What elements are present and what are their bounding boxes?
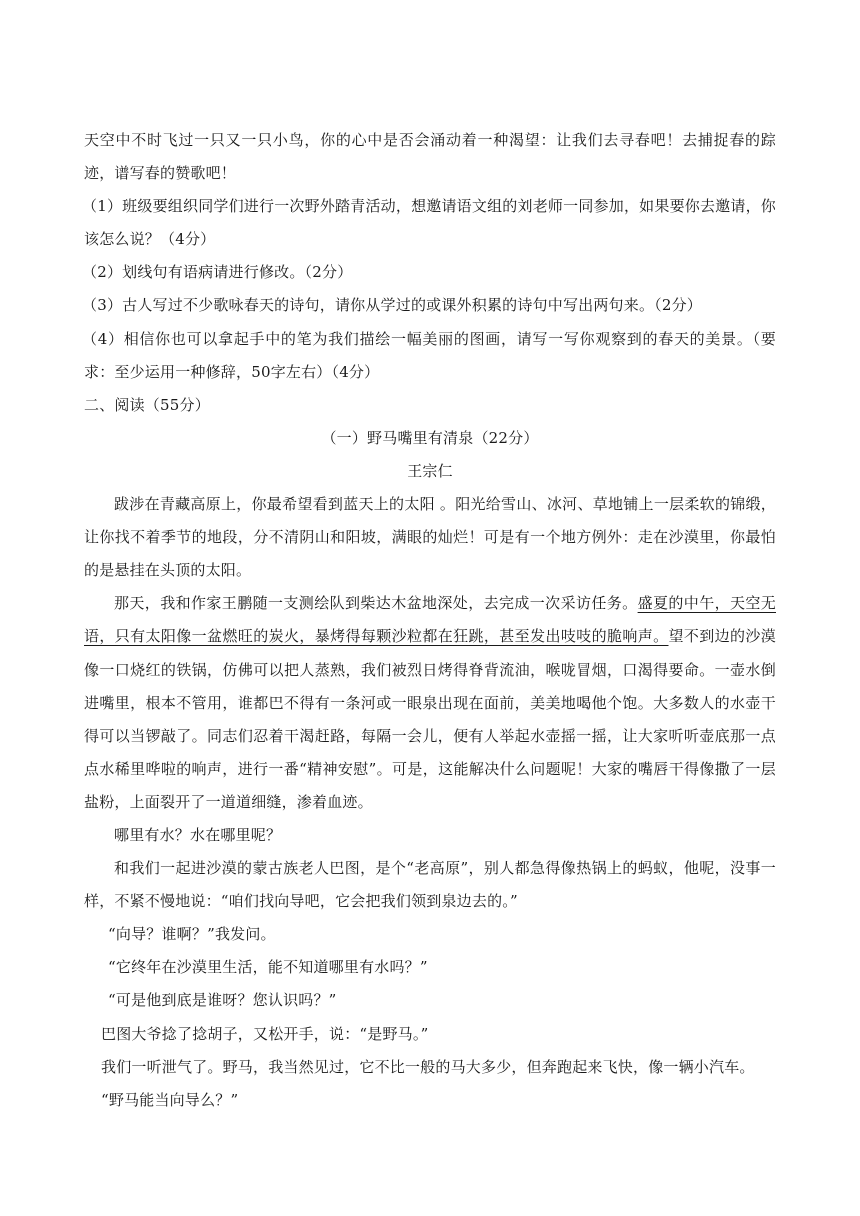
paragraph-2-lead: 那天，我和作家王鹏随一支测绘队到柴达木盆地深处，去完成一次采访任务。 — [114, 594, 638, 613]
section-heading: 二、阅读（55分） — [84, 395, 210, 414]
article-paragraph-2 — [84, 587, 776, 819]
article-paragraph-7: “可是他到底是谁呀？您认识吗？” — [108, 991, 337, 1010]
article-paragraph-9: 我们一听泄气了。野马，我当然见过，它不比一般的马大多少，但奔跑起来飞快，像一辆小汽车。 — [101, 1057, 755, 1076]
paragraph-2-rest: 望不到边的沙漠像一口烧红的铁锅，仿佛可以把人蒸熟，我们被烈日烤得脊背流油，喉咙冒烟，口渴得要命。一壶水倒进嘴里，根本不管用，谁都巴不得有一条河或一眼泉出现在面前，美美地喝他个饱。大多数人的水壶干得可以当锣敲了。同志们忍着干渴赶路，每隔一会儿，便有人举起水壶摇一摇，让大家听听壶底那一点点水稀里哗啦的响声，进行一番“精神安慰”。可是，这能解决什么问题呢！大家的嘴唇干得像撒了一层盐粉，上面裂开了一道道细缝，渗着血迹。 — [84, 627, 776, 811]
intro-paragraph: 天空中不时飞过一只又一只小鸟，你的心中是否会涌动着一种渴望：让我们去寻春吧！去捕捉春的踪迹，谱写春的赞歌吧！ — [84, 131, 776, 183]
question-1: （1）班级要组织同学们进行一次野外踏青活动，想邀请语文组的刘老师一同参加，如果要你去邀请，你该怎么说？（4分） — [82, 197, 776, 249]
article-paragraph-6: “它终年在沙漠里生活，能不知道哪里有水吗？” — [108, 958, 428, 977]
question-3: （3）古人写过不少歌咏春天的诗句，请你从学过的或课外积累的诗句中写出两句来。（2分） — [82, 296, 702, 315]
article-paragraph-1: 跋涉在青藏高原上，你最希望看到蓝天上的太阳 。阳光给雪山、冰河、草地铺上一层柔软的锦缎，让你找不着季节的地段，分不清阴山和阳坡，满眼的灿烂！可是有一个地方例外：走在沙漠里，你最怕的是悬挂在头顶的太阳。 — [84, 495, 776, 580]
underlined-sentence: 盛夏的中午，天空无语，只有太阳像一盆燃旺的炭火，暴烤得每颗沙粒都在狂跳，甚至发出吱吱的脆响声。 — [84, 594, 776, 646]
question-4: （4）相信你也可以拿起手中的笔为我们描绘一幅美丽的图画，请写一写你观察到的春天的美景。（要求：至少运用一种修辞，50字左右）（4分） — [82, 329, 776, 381]
question-2: （2）划线句有语病请进行修改。（2分） — [82, 263, 353, 282]
article-paragraph-4: 和我们一起进沙漠的蒙古族老人巴图，是个“老高原”，别人都急得像热锅上的蚂蚁，他呢，没事一样，不紧不慢地说：“咱们找向导吧，它会把我们领到泉边去的。” — [84, 859, 776, 911]
article-author: 王宗仁 — [407, 461, 453, 480]
article-paragraph-8: 巴图大爷捻了捻胡子，又松开手，说：“是野马。” — [101, 1024, 429, 1043]
article-paragraph-10: “野马能当向导么？” — [101, 1090, 239, 1109]
document-page — [84, 124, 776, 1117]
article-title: （一）野马嘴里有清泉（22分） — [321, 428, 539, 447]
article-paragraph-5: “向导？谁啊？”我发问。 — [108, 925, 276, 944]
article-paragraph-3: 哪里有水？水在哪里呢？ — [114, 825, 282, 844]
